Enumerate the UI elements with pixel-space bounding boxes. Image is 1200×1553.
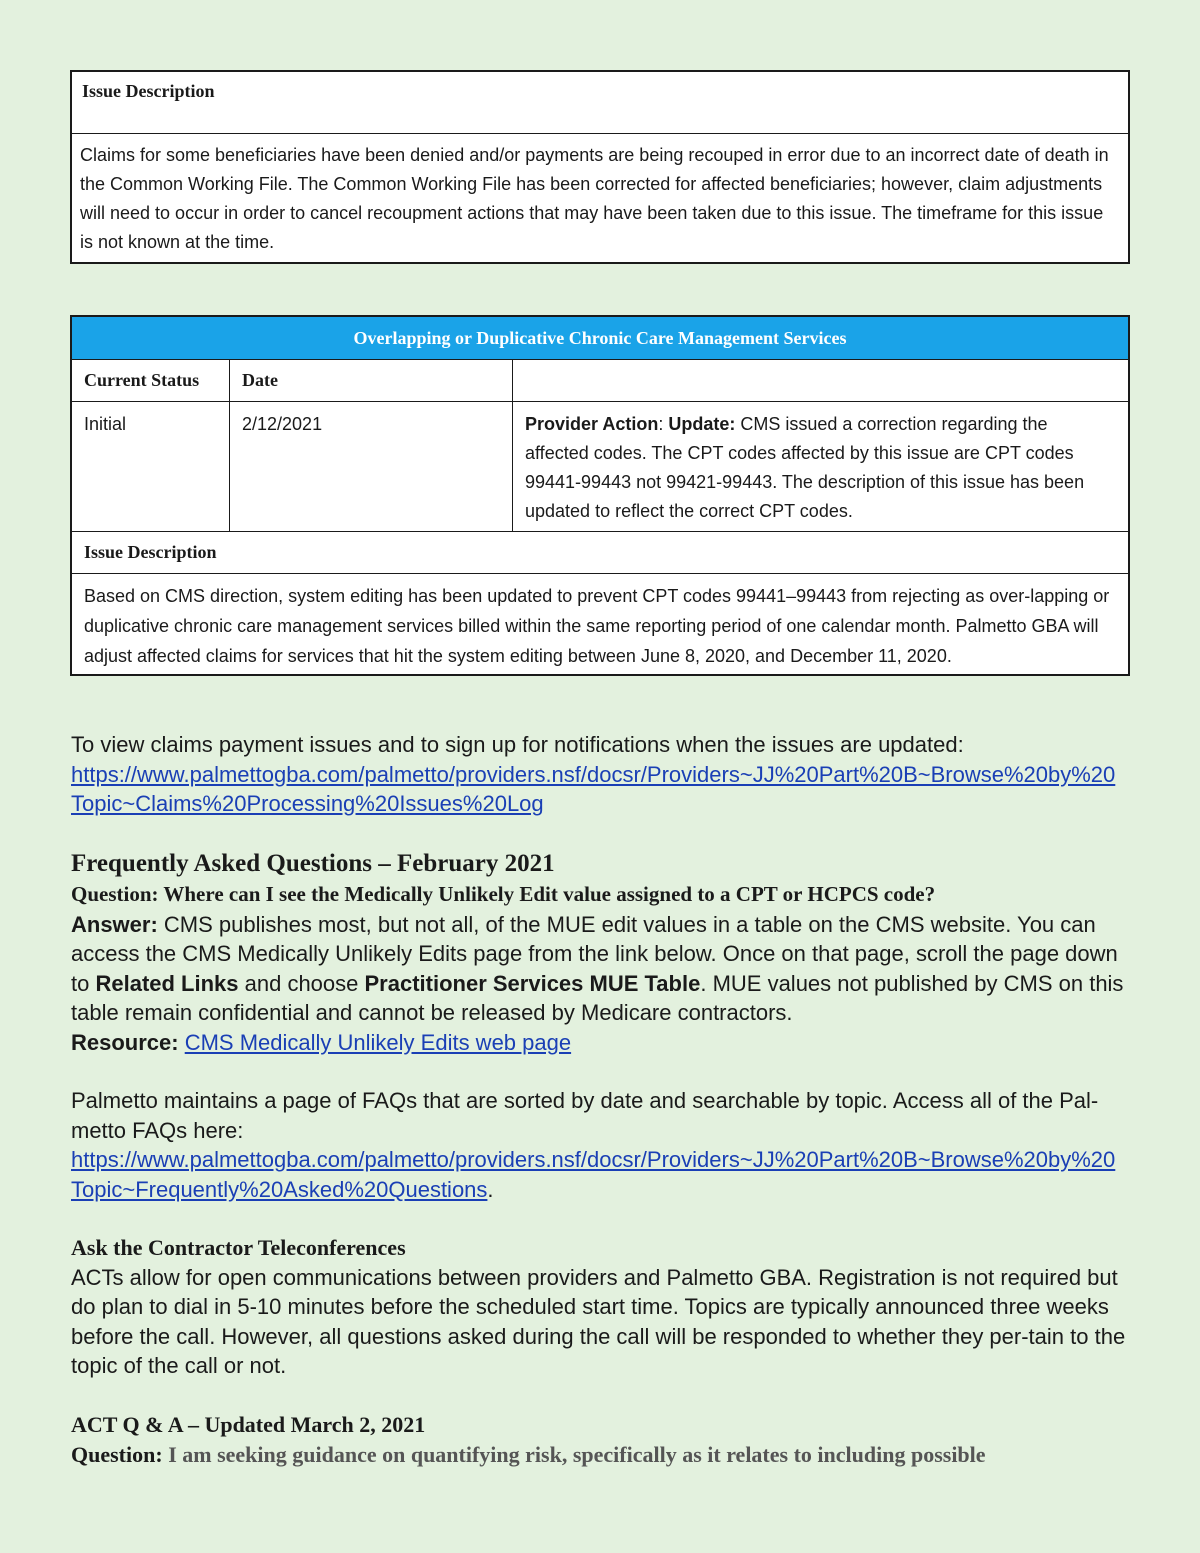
faq-page-link[interactable]: https://www.palmettogba.com/palmetto/providers.nsf/docsr/Providers~JJ%20Part%20B~Browse%20by%20 — [71, 1147, 1116, 1172]
date-cell: 2/12/2021 — [230, 402, 513, 531]
claims-log-link[interactable]: https://www.palmettogba.com/palmetto/providers.nsf/docsr/Providers~JJ%20Part%20B~Browse%20by%20 — [71, 761, 1116, 787]
faq-question: Question: Where can I see the Medically Unlikely Edit value assigned to a CPT or HCPCS code? — [71, 882, 936, 906]
act-heading: Ask the Contractor Teleconferences — [71, 1235, 406, 1260]
mue-table-term: Practitioner Services MUE Table — [364, 970, 701, 996]
chronic-care-issue-table — [70, 315, 1130, 676]
answer-text-3: . MUE values not published by CMS on this table remain confidential and cannot be released by Medicare contractors. — [71, 970, 1124, 1025]
act-qa-section — [71, 1410, 1131, 1469]
answer-label: Answer: — [71, 911, 158, 937]
claims-log-link-cont[interactable]: Topic~Claims%20Processing%20Issues%20Log — [71, 791, 544, 816]
action-text: CMS issued a correction regarding the affected codes. The CPT codes affected by this issue are CPT codes 99441-99443 not 99421-99443. The description of this issue has been updated to reflect the correct CPT codes. — [525, 414, 1085, 521]
faq-heading: Frequently Asked Questions – February 2021 — [71, 850, 555, 877]
answer-text-2: and choose — [238, 970, 365, 996]
table-row — [72, 402, 1128, 532]
faq-page-link-cont[interactable]: Topic~Frequently%20Asked%20Questions — [71, 1176, 488, 1202]
claims-log-paragraph — [71, 730, 1131, 819]
period: . — [487, 1176, 494, 1202]
date-header: Date — [230, 360, 513, 401]
resource-label: Resource: — [71, 1029, 179, 1055]
provider-action-label: Provider Action — [525, 414, 659, 434]
status-cell: Initial — [72, 402, 230, 531]
provider-action-cell: Provider Action: Update: CMS issued a correction regarding the affected codes. The CPT codes affected by this issue are CPT codes 99441-99443 not 99421-99443. The description of this issue has been updated to reflect the correct CPT codes. — [525, 414, 1085, 521]
related-links-term: Related Links — [95, 970, 239, 996]
current-status-header: Current Status — [72, 360, 230, 401]
issue-description-table — [70, 70, 1130, 264]
update-label: Update: — [668, 414, 736, 434]
cms-mue-link[interactable]: CMS Medically Unlikely Edits web page — [184, 1029, 572, 1055]
act-section — [71, 1233, 1131, 1381]
act-qa-question — [71, 1440, 1131, 1470]
faq-answer — [71, 910, 1131, 1028]
empty-header-cell — [513, 360, 1128, 401]
answer-text: CMS publishes most, but not all, of the MUE edit values in a table on the CMS website. You can access the CMS Medically Unlikely Edits page from the link below. Once on that page, scroll the page down to — [71, 911, 1118, 996]
faq-section — [71, 848, 1131, 1057]
issue-title: Overlapping or Duplicative Chronic Care Management Services — [72, 317, 1128, 360]
question-label: Question: — [71, 1441, 163, 1467]
question-text: I am seeking guidance on quantifying risk, specifically as it relates to including possible — [162, 1441, 986, 1467]
claims-log-intro: To view claims payment issues and to sign up for notifications when the issues are updated: — [71, 732, 964, 757]
issue-description-body: Claims for some beneficiaries have been denied and/or payments are being recouped in error due to an incorrect date of death in the Common Working File. The Common Working File has been corrected for affected beneficiaries; however, claim adjustments will need to occur in order to cancel recoupment actions that may have been taken due to this issue. The timeframe for this issue is not known at the time. — [80, 145, 1109, 252]
issue-description-header: Issue Description — [72, 532, 1128, 574]
faq-page-text: Palmetto maintains a page of FAQs that are sorted by date and searchable by topic. Access all of the Pal-metto FAQs here: — [71, 1088, 1099, 1143]
act-text: ACTs allow for open communications between providers and Palmetto GBA. Registration is not required but do plan to dial in 5-10 minutes before the scheduled start time. Topics are typically announced three weeks before the call. However, all questions asked during the call will be responded to whether they per-tain to the topic of the call or not. — [71, 1264, 1126, 1378]
issue-description-header: Issue Description — [72, 72, 1128, 134]
faq-resource — [71, 1028, 1131, 1058]
act-qa-heading: ACT Q & A – Updated March 2, 2021 — [71, 1412, 426, 1437]
table-header-row — [72, 360, 1128, 402]
faq-page-paragraph — [71, 1086, 1131, 1204]
issue-description-body: Based on CMS direction, system editing has been updated to prevent CPT codes 99441–99443 from rejecting as over-lapping or duplicative chronic care management services billed within the same reporting period of one calendar month. Palmetto GBA will adjust affected claims for services that hit the system editing between June 8, 2020, and December 11, 2020. — [84, 586, 1110, 666]
